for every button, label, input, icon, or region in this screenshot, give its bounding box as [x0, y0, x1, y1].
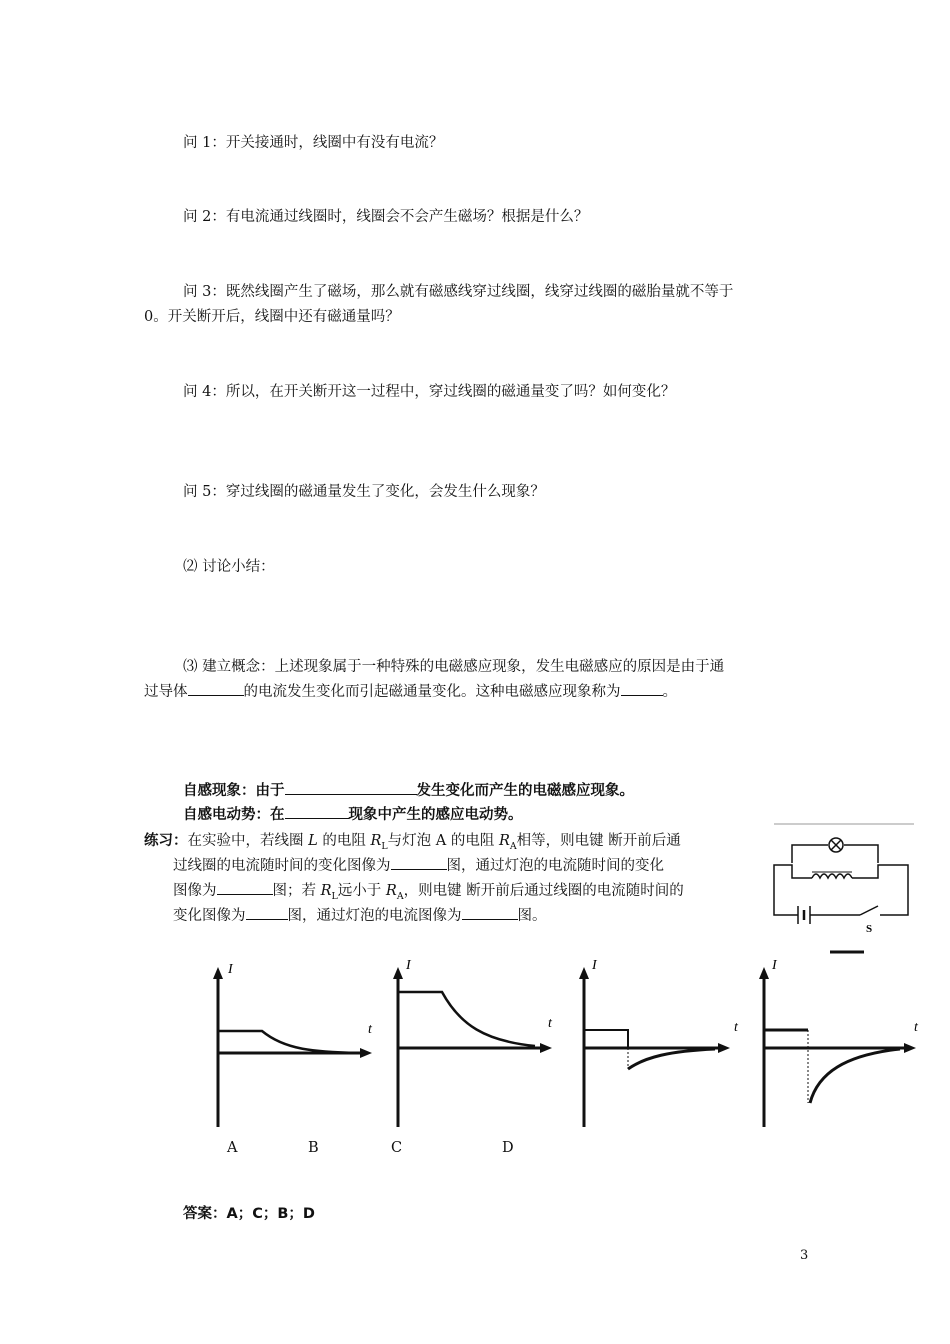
blank-phenomenon-name[interactable]: [621, 681, 663, 697]
graph-4: [759, 958, 919, 1127]
blank-self-induction-cause[interactable]: [285, 780, 417, 796]
graph-3-initial-current: [584, 1030, 628, 1048]
blank-emf-phenomenon[interactable]: [285, 804, 349, 820]
page-number: 3: [800, 1248, 809, 1263]
blank-lamp-graph-2[interactable]: [462, 905, 518, 921]
discussion-summary: ⑵ 讨论小结：: [183, 559, 275, 575]
exercise-line3: 图像为 图；若 $R_L$远小于 $R_A$，则电键 断开前后通过线圈的电流随时间的: [173, 879, 684, 902]
graph-4-y-arrow-icon: [759, 967, 769, 979]
lamp-branch-left-wire: [792, 845, 828, 863]
switch-label: S: [866, 923, 873, 935]
graph-4-x-arrow-icon: [904, 1043, 916, 1053]
inductor-coil-icon: [812, 874, 852, 878]
concept-line2: 过导体 的电流发生变化而引起磁通量变化。这种电磁感应现象称为 。: [144, 680, 677, 701]
exercise-line1: 练习：在实验中，若线圈 L 的电阻 $R_L$与灯泡 A 的电阻 $R_A$相等，则电键 断开前后通: [144, 833, 681, 852]
circuit-left-wire: [774, 865, 798, 915]
circuit-diagram: [768, 820, 918, 960]
graph-3-y-label: I: [592, 958, 597, 973]
question-5: 问 5：穿过线圈的磁通量发生了变化，会发生什么现象？: [183, 484, 545, 500]
graph-4-x-label: t: [914, 1020, 918, 1035]
question-4: 问 4：所以，在开关断开这一过程中，穿过线圈的磁通量变了吗？如何变化？: [183, 384, 676, 400]
question-3-line2: 0。开关断开后，线圈中还有磁通量吗？: [144, 309, 400, 325]
question-1: 问 1：开关接通时，线圈中有没有电流？: [183, 135, 444, 151]
blank-coil-graph-2[interactable]: [246, 905, 288, 921]
blank-lamp-graph-1[interactable]: [217, 880, 273, 896]
graph-1-y-arrow-icon: [213, 967, 223, 979]
graph-3-curve: [628, 1049, 715, 1069]
current-time-graphs: [190, 955, 930, 1135]
blank-conductor[interactable]: [188, 681, 244, 697]
graph-3-x-arrow-icon: [718, 1043, 730, 1053]
graph-2-x-label: t: [548, 1016, 552, 1031]
graph-1: [213, 962, 373, 1127]
graph-3-x-label: t: [734, 1020, 738, 1035]
coil-branch-right-wire: [852, 865, 888, 878]
answer: 答案：A；C；B；D: [183, 1206, 315, 1222]
coil-branch-left-wire: [782, 865, 812, 878]
exercise-label: 练习：: [144, 833, 188, 849]
graph-1-x-arrow-icon: [360, 1048, 372, 1058]
graph-1-y-label: I: [228, 962, 233, 977]
self-induction-emf-definition: 自感电动势：在 现象中产生的感应电动势。: [183, 803, 523, 824]
graph-2-y-label: I: [406, 958, 411, 973]
graph-2-curve: [398, 992, 535, 1046]
question-2: 问 2：有电流通过线圈时，线圈会不会产生磁场？根据是什么？: [183, 209, 589, 225]
graph-2-y-arrow-icon: [393, 967, 403, 979]
circuit-right-wire: [880, 865, 908, 915]
concept-line1: ⑶ 建立概念：上述现象属于一种特殊的电磁感应现象，发生电磁感应的原因是由于通: [183, 659, 725, 675]
graph-1-curve: [218, 1031, 358, 1053]
graph-label-a: A: [227, 1140, 238, 1156]
exercise-line4: 变化图像为 图，通过灯泡的电流图像为 图。: [173, 904, 547, 925]
graph-label-c: C: [391, 1140, 403, 1156]
lamp-branch-right-wire: [844, 845, 878, 863]
graph-1-x-label: t: [368, 1022, 372, 1037]
graph-4-curve: [810, 1049, 900, 1103]
graph-3: [579, 958, 739, 1127]
graph-4-y-label: I: [772, 958, 777, 973]
self-induction-definition: 自感现象：由于 发生变化而产生的电磁感应现象。: [183, 779, 634, 800]
exercise-line2: 过线圈的电流随时间的变化图像为 图，通过灯泡的电流随时间的变化: [173, 854, 664, 875]
switch-icon[interactable]: [860, 906, 878, 915]
graph-2-x-arrow-icon: [540, 1043, 552, 1053]
graph-2: [393, 958, 553, 1127]
graph-label-b: B: [308, 1140, 319, 1156]
blank-coil-graph-1[interactable]: [391, 855, 447, 871]
question-3-line1: 问 3：既然线圈产生了磁场，那么就有磁感线穿过线圈，线穿过线圈的磁胎量就不等于: [183, 284, 734, 300]
graph-3-y-arrow-icon: [579, 967, 589, 979]
graph-label-d: D: [502, 1140, 514, 1156]
